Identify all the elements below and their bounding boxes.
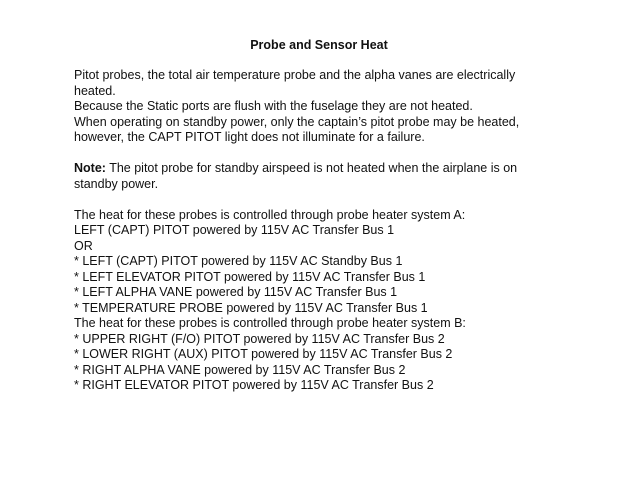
slide-body xyxy=(74,68,574,394)
note-text: The pitot probe for standby airspeed is not heated when the airplane is on xyxy=(105,161,518,175)
paragraph-line: heated. xyxy=(74,83,116,98)
system-a-item: * LEFT ELEVATOR PITOT powered by 115V AC Transfer Bus 1 xyxy=(74,269,426,284)
paragraph-line: however, the CAPT PITOT light does not illuminate for a failure. xyxy=(74,130,425,144)
paragraph-line: When operating on standby power, only the captain’s pitot probe may be heated, xyxy=(74,114,520,129)
system-a-item: * LEFT ALPHA VANE powered by 115V AC Transfer Bus 1 xyxy=(74,285,398,299)
paragraph-line: Pitot probes, the total air temperature probe and the alpha vanes are electrically xyxy=(74,68,516,82)
slide-title: Probe and Sensor Heat xyxy=(250,38,388,52)
paragraph-line: Because the Static ports are flush with the fuselage they are not heated. xyxy=(74,99,473,113)
system-a-item: * LEFT (CAPT) PITOT powered by 115V AC Standby Bus 1 xyxy=(74,254,403,268)
system-b-item: * RIGHT ELEVATOR PITOT powered by 115V AC Transfer Bus 2 xyxy=(74,378,434,392)
system-a-item: LEFT (CAPT) PITOT powered by 115V AC Transfer Bus 1 xyxy=(74,223,395,237)
system-b-item: * LOWER RIGHT (AUX) PITOT powered by 115V AC Transfer Bus 2 xyxy=(74,347,453,361)
system-a-item: * TEMPERATURE PROBE powered by 115V AC Transfer Bus 1 xyxy=(74,300,428,315)
system-a-item: OR xyxy=(74,238,93,253)
note-line xyxy=(74,161,574,177)
system-b-item: * UPPER RIGHT (F/O) PITOT powered by 115V AC Transfer Bus 2 xyxy=(74,331,445,346)
note-line: standby power. xyxy=(74,176,159,191)
system-b-item: * RIGHT ALPHA VANE powered by 115V AC Transfer Bus 2 xyxy=(74,362,406,377)
spacer xyxy=(74,192,574,208)
note-label: Note: xyxy=(74,161,106,175)
system-a-intro: The heat for these probes is controlled through probe heater system A: xyxy=(74,207,466,222)
spacer xyxy=(74,146,574,162)
system-b-intro: The heat for these probes is controlled through probe heater system B: xyxy=(74,316,466,330)
